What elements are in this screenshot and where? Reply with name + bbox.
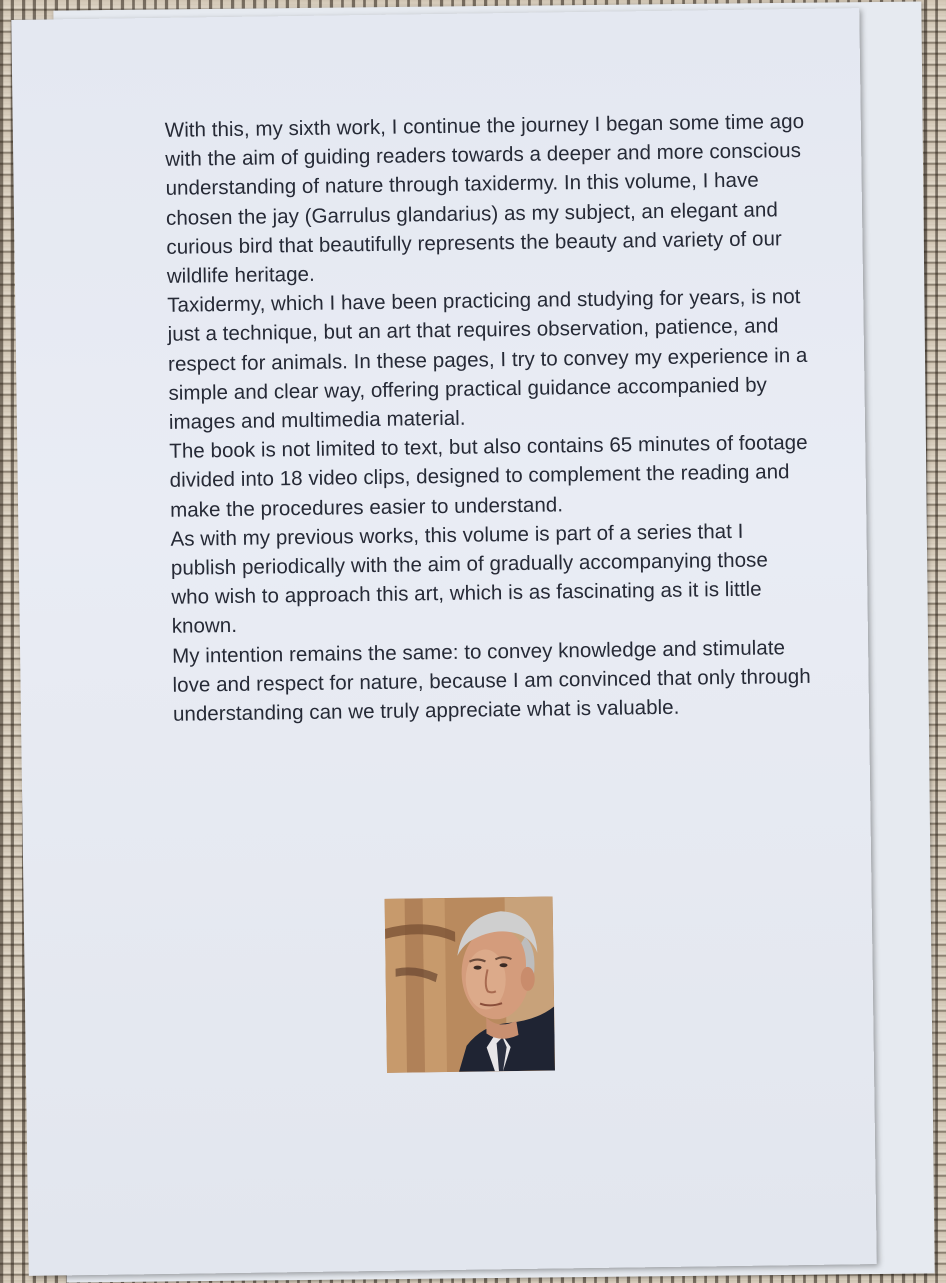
paragraph-4: As with my previous works, this volume is part of a series that I publish periodically with the aim of gradually accompanying those who wish to approach this art, which is as fascinating as it is little known. bbox=[170, 519, 769, 639]
book-page bbox=[11, 8, 876, 1276]
author-portrait-photo bbox=[385, 897, 555, 1073]
paragraph-5: My intention remains the same: to convey knowledge and stimulate love and respect for nature, because I am convinced that only through understanding can we truly appreciate what is valuable. bbox=[172, 635, 811, 726]
paragraph-1: With this, my sixth work, I continue the journey I began some time ago with the aim of guiding readers towards a deeper and more conscious understanding of nature through taxidermy. In this volume, I have chosen the jay (Garrulus glandarius) as my subject, an elegant and curious bird that beautifully represents the beauty and variety of our wildlife heritage. bbox=[164, 109, 805, 288]
paragraph-2: Taxidermy, which I have been practicing and studying for years, is not just a technique, but an art that requires observation, patience, and respect for animals. In these pages, I try to convey my experience in a simple and clear way, offering practical guidance accompanied by images and multimedia material. bbox=[167, 285, 808, 434]
page-text bbox=[165, 107, 814, 729]
paragraph-3: The book is not limited to text, but also contains 65 minutes of footage divided into 18 video clips, designed to complement the reading and make the procedures easier to understand. bbox=[169, 431, 808, 522]
